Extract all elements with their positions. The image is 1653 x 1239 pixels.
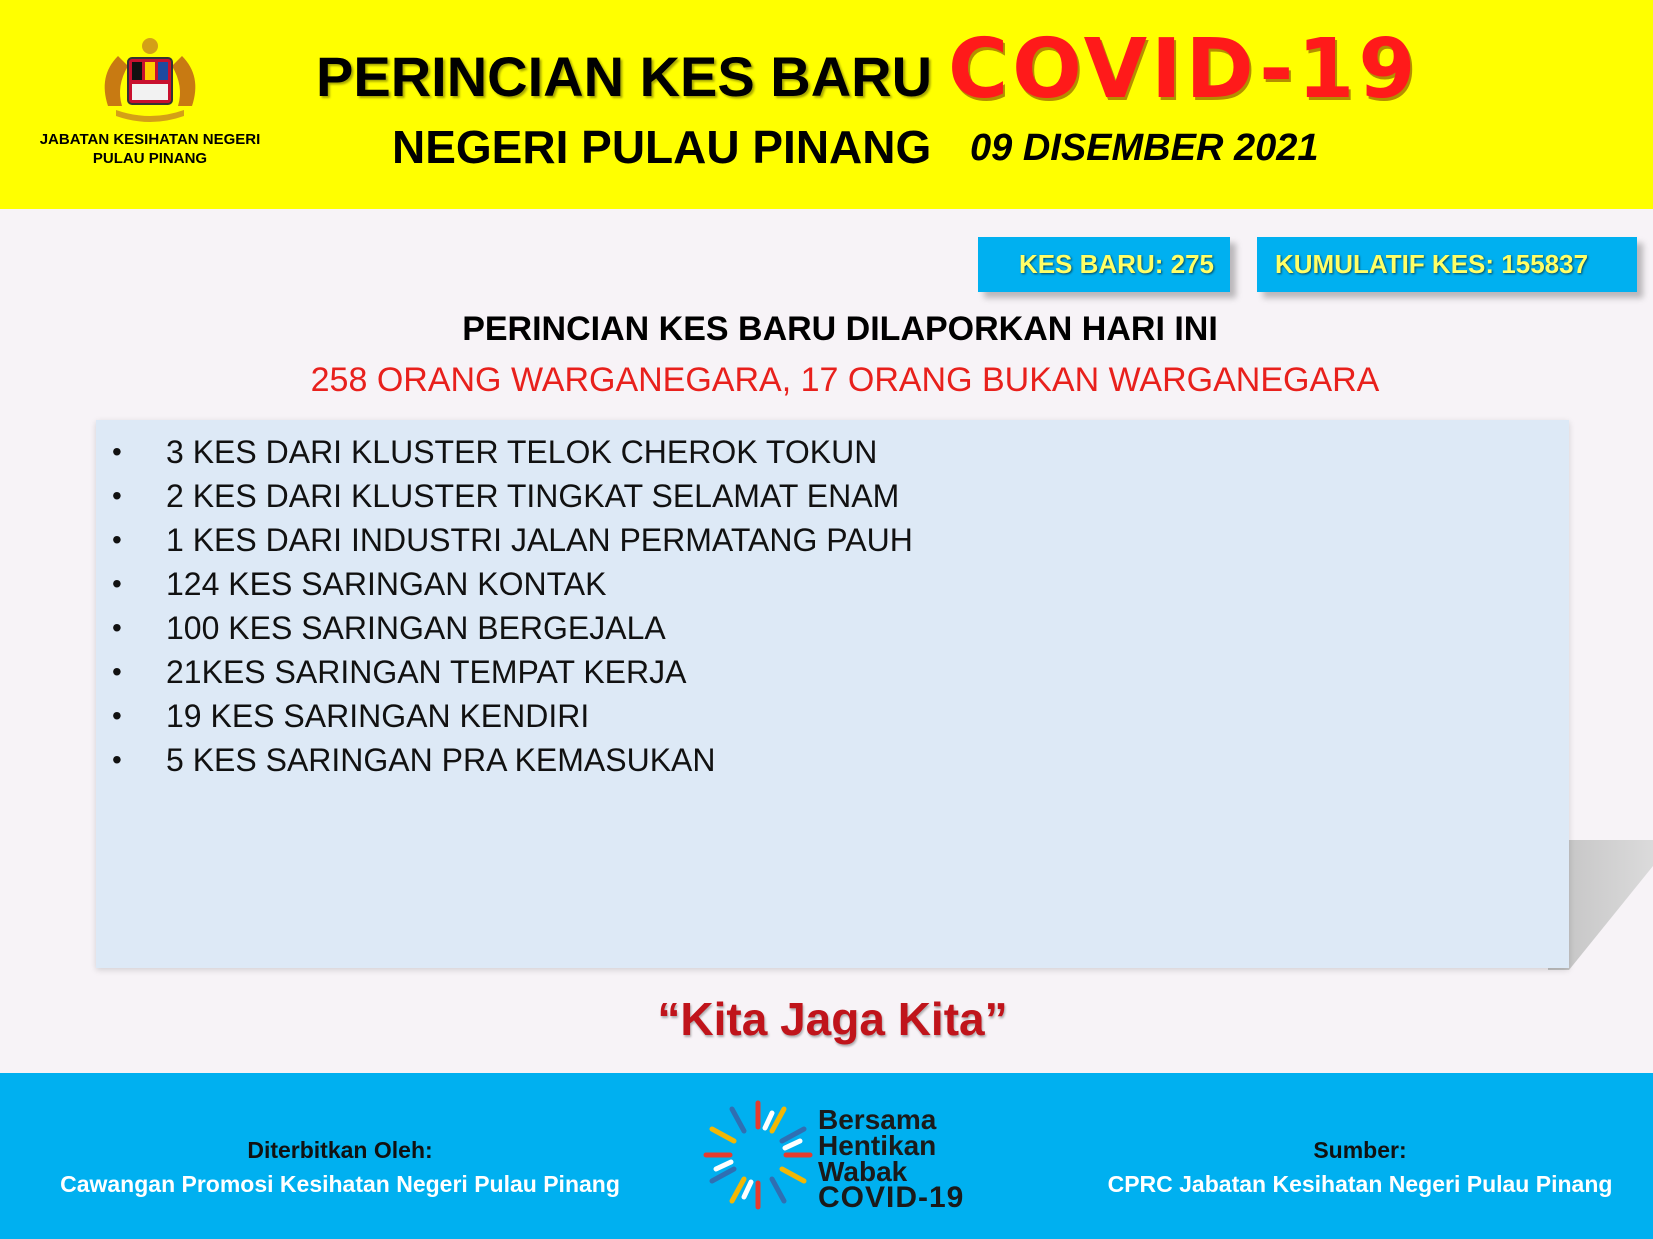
bullet: • xyxy=(112,744,122,775)
campaign-line-3: Wabak xyxy=(818,1156,908,1187)
slogan: “Kita Jaga Kita” xyxy=(657,993,1008,1045)
campaign-logo xyxy=(700,1097,970,1227)
bullet: • xyxy=(112,436,122,467)
new-cases-label: KES BARU: 275 xyxy=(1018,249,1214,279)
department-line-1: JABATAN KESIHATAN NEGERI xyxy=(39,131,261,148)
footer-banner xyxy=(0,1073,1653,1239)
title-highlight: COVID-19 xyxy=(948,22,1420,117)
list-item-text: 2 KES DARI KLUSTER TINGKAT SELAMAT ENAM xyxy=(166,478,900,514)
coat-of-arms-icon xyxy=(88,36,212,124)
list-item xyxy=(96,474,1569,518)
campaign-text xyxy=(818,1104,965,1214)
source-block xyxy=(1090,1133,1630,1201)
list-item-text: 100 KES SARINGAN BERGEJALA xyxy=(166,610,666,646)
page-title: PERINCIAN KES BARU xyxy=(316,45,933,108)
source-label: Sumber: xyxy=(1313,1137,1407,1163)
bullet: • xyxy=(112,524,122,555)
bullet: • xyxy=(112,612,122,643)
bullet: • xyxy=(112,568,122,599)
department-line-2: PULAU PINANG xyxy=(92,150,208,167)
bullet: • xyxy=(112,480,122,511)
campaign-line-2: Hentikan xyxy=(818,1130,937,1161)
list-item-text: 21KES SARINGAN TEMPAT KERJA xyxy=(166,654,687,690)
publisher-name: Cawangan Promosi Kesihatan Negeri Pulau Pinang xyxy=(60,1171,620,1197)
header-banner xyxy=(0,0,1653,209)
publisher-block xyxy=(40,1133,640,1201)
case-breakdown-panel xyxy=(96,420,1569,968)
department-name xyxy=(20,130,280,168)
cumulative-cases-label: KUMULATIF KES: 155837 xyxy=(1275,249,1589,279)
source-name: CPRC Jabatan Kesihatan Negeri Pulau Pinang xyxy=(1107,1171,1613,1197)
sunburst-logo-icon xyxy=(700,1097,816,1213)
state-name: NEGERI PULAU PINANG xyxy=(392,121,932,173)
bullet: • xyxy=(112,700,122,731)
details-title: PERINCIAN KES BARU DILAPORKAN HARI INI xyxy=(462,310,1218,348)
list-item xyxy=(96,562,1569,606)
case-breakdown-list xyxy=(96,420,1569,782)
list-item xyxy=(96,606,1569,650)
list-item xyxy=(96,430,1569,474)
list-item xyxy=(96,694,1569,738)
list-item-text: 5 KES SARINGAN PRA KEMASUKAN xyxy=(166,742,716,778)
details-subtitle: 258 ORANG WARGANEGARA, 17 ORANG BUKAN WARGANEGARA xyxy=(310,361,1380,399)
bullet: • xyxy=(112,656,122,687)
campaign-line-4: COVID-19 xyxy=(818,1181,965,1214)
list-item xyxy=(96,650,1569,694)
report-date: 09 DISEMBER 2021 xyxy=(970,127,1319,169)
list-item-text: 3 KES DARI KLUSTER TELOK CHEROK TOKUN xyxy=(166,434,878,470)
list-item-text: 19 KES SARINGAN KENDIRI xyxy=(166,698,590,734)
list-item-text: 1 KES DARI INDUSTRI JALAN PERMATANG PAUH xyxy=(166,522,913,558)
cumulative-cases-badge xyxy=(1257,237,1637,292)
new-cases-badge xyxy=(978,237,1230,292)
campaign-line-1: Bersama xyxy=(818,1104,937,1135)
list-item xyxy=(96,518,1569,562)
list-item-text: 124 KES SARINGAN KONTAK xyxy=(166,566,607,602)
publisher-label: Diterbitkan Oleh: xyxy=(247,1137,433,1163)
list-item xyxy=(96,738,1569,782)
